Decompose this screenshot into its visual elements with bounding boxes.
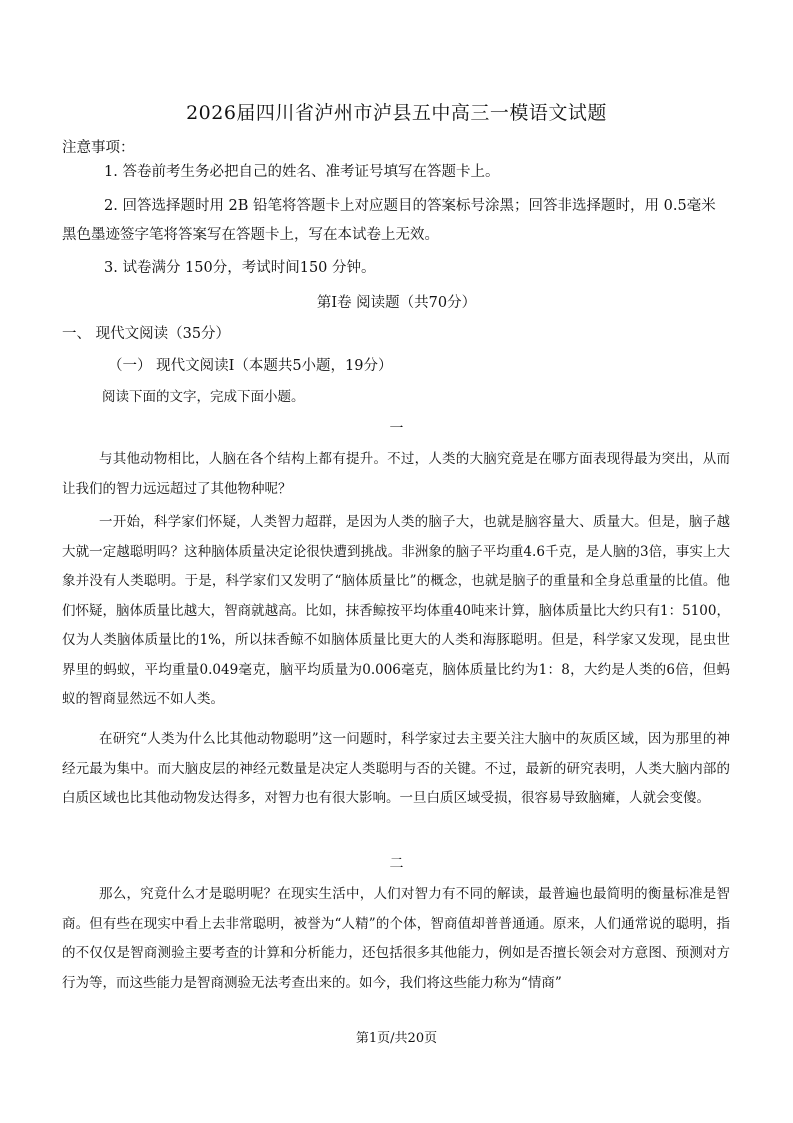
passage-part-number: 一	[389, 421, 404, 437]
page-footer: 第1页/共20页	[355, 1031, 438, 1046]
notice-item-1: 1. 答卷前考生务必把自己的姓名、准考证号填写在答题卡上。	[104, 164, 500, 180]
passage-part-number: 二	[389, 856, 404, 872]
part-title: 第Ⅰ卷 阅读题（共70分）	[316, 295, 477, 311]
passage-paragraph: 那么，究竟什么才是聪明呢？在现实生活中，人们对智力有不同的解读，最普遍也最简明的衡量标准是智商。但有些在现实中看上去非常聪明，被誉为“人精”的个体，智商值却普普通通。原来，人们通常说的聪明，指的不仅仅是智商测验主要考查的计算和分析能力，还包括很多其他能力，例如是否擅长领会对方意图、预测对方行为等，而这些能力是智商测验无法考查出来的。如今，我们将这些能力称为“情商”	[62, 886, 730, 991]
notice-item-2: 2. 回答选择题时用 2B 铅笔将答题卡上对应题目的答案标号涂黑；回答非选择题时，用 0.5毫米黑色墨迹签字笔将答案写在答题卡上，写在本试卷上无效。	[62, 198, 716, 243]
reading-instruction: 阅读下面的文字，完成下面小题。	[102, 389, 305, 405]
notice-item-3: 3. 试卷满分 150分，考试时间150 分钟。	[104, 260, 376, 276]
passage-paragraph: 与其他动物相比，人脑在各个结构上都有提升。不过，人类的大脑究竟是在哪方面表现得最为突出，从而让我们的智力远远超过了其他物种呢？	[62, 451, 730, 497]
notice-heading: 注意事项：	[62, 140, 135, 156]
passage-paragraph: 一开始，科学家们怀疑，人类智力超群，是因为人类的脑子大，也就是脑容量大、质量大。但是，脑子越大就一定越聪明吗？这种脑体质量决定论很快遭到挑战。非洲象的脑子平均重4.6千克，是人脑的3倍，事实上大象并没有人类聪明。于是，科学家们又发明了“脑体质量比”的概念，也就是脑子的重量和全身总重量的比值。他们怀疑，脑体质量比越大，智商就越高。比如，抹香鲸按平均体重40吨来计算，脑体质量比大约只有1：5100，仅为人类脑体质量比的1%，所以抹香鲸不如脑体质量比更大的人类和海豚聪明。但是，科学家又发现，昆虫世界里的蚂蚁，平均重量0.049毫克，脑平均质量为0.006毫克，脑体质量比约为1：8，大约是人类的6倍，但蚂蚁的智商显然远不如人类。	[62, 514, 730, 707]
page-title: 2026届四川省泸州市泸县五中高三一模语文试题	[186, 102, 607, 124]
section-heading: 一、 现代文阅读（35分）	[62, 326, 231, 342]
passage-paragraph: 在研究“人类为什么比其他动物聪明”这一问题时，科学家过去主要关注大脑中的灰质区域，因为那里的神经元最为集中。而大脑皮层的神经元数量是决定人类聪明与否的关键。不过，最新的研究表明，人类大脑内部的白质区域也比其他动物发达得多，对智力也有很大影响。一旦白质区域受损，很容易导致脑瘫，人就会变傻。	[62, 731, 730, 806]
sub-heading: （一） 现代文阅读Ⅰ（本题共5小题，19分）	[108, 358, 393, 374]
